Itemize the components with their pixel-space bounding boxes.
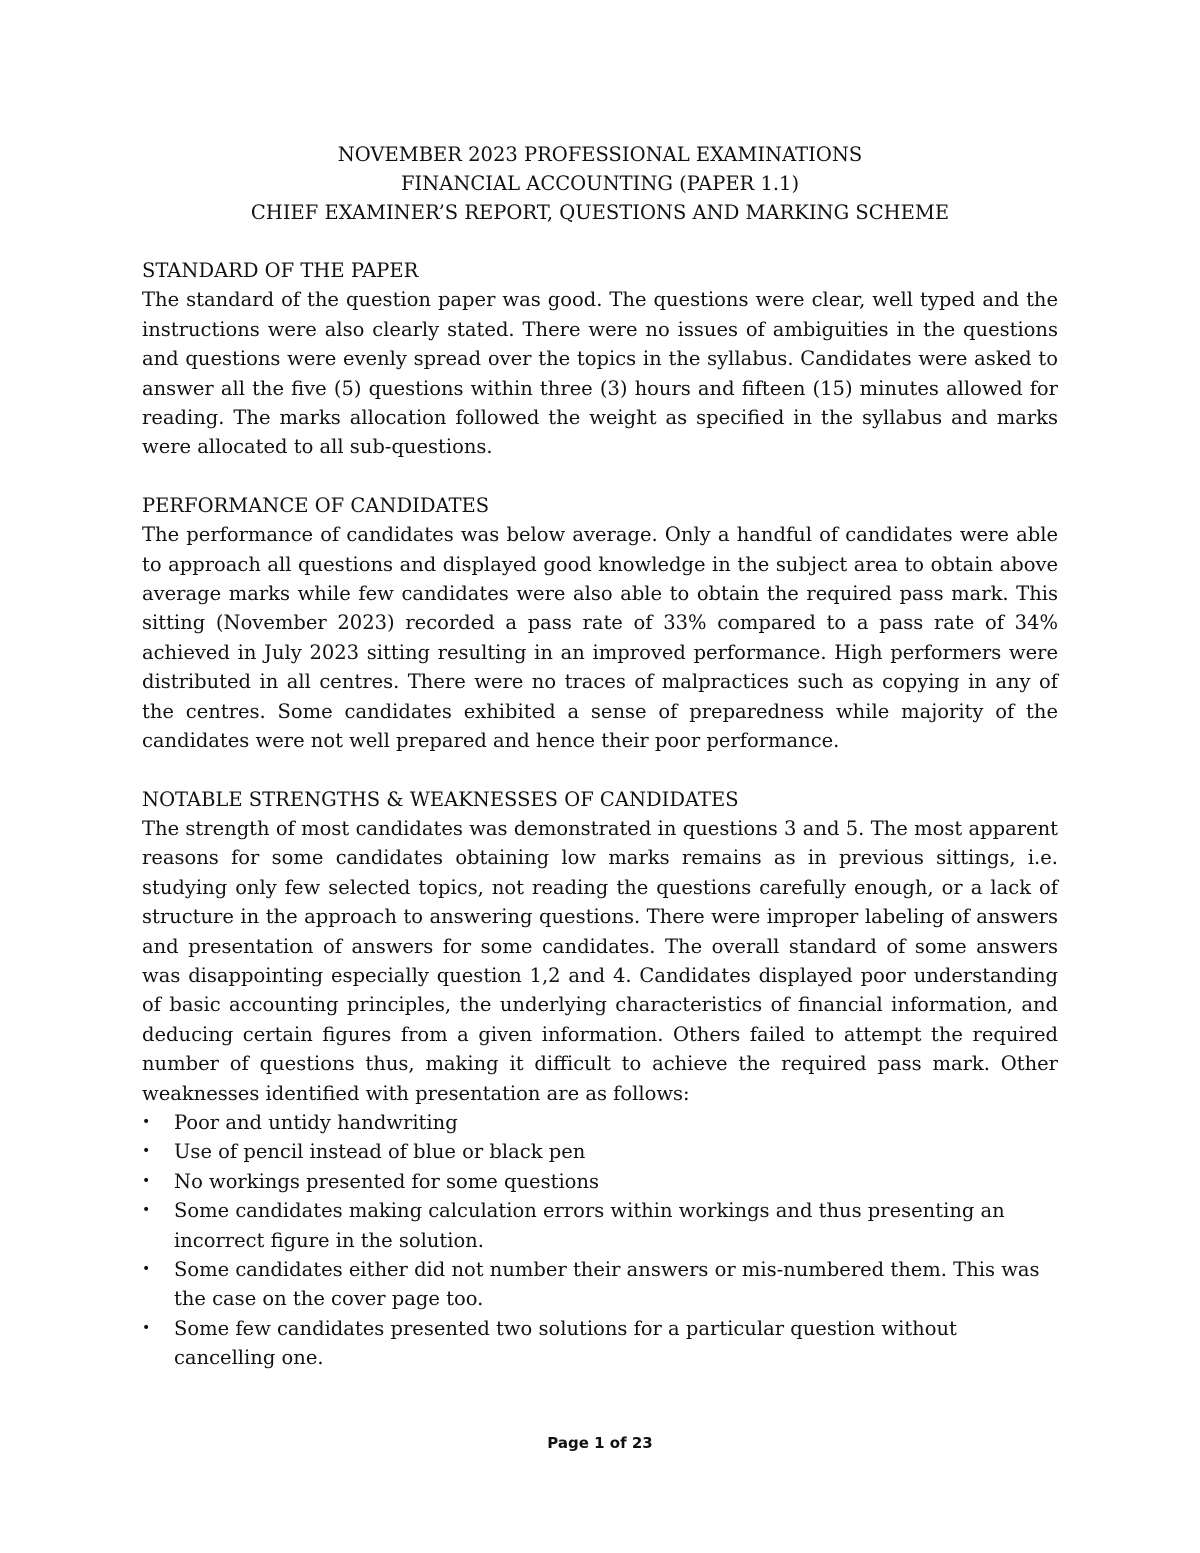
bullet-icon: • <box>142 1113 151 1130</box>
document-page <box>142 140 1058 1393</box>
bullet-icon: • <box>142 1143 151 1160</box>
list-item-text: No workings presented for some questions <box>174 1169 599 1193</box>
list-item <box>142 1167 1058 1196</box>
list-item <box>142 1137 1058 1166</box>
list-item-text: Some candidates either did not number their answers or mis-numbered them. This was the case on the cover page too. <box>174 1258 1040 1311</box>
section-body: The standard of the question paper was good. The questions were clear, well typed and the instructions were also clearly stated. There were no issues of ambiguities in the questions and questions were evenly spread over the topics in the syllabus. Candidates were asked to answer all the five (5) questions within three (3) hours and fifteen (15) minutes allowed for reading. The marks allocation followed the weight as specified in the syllabus and marks were allocated to all sub-questions. <box>142 288 1058 459</box>
list-item-text: Use of pencil instead of blue or black pen <box>174 1140 586 1164</box>
list-item <box>142 1255 1058 1314</box>
section-heading: NOTABLE STRENGTHS & WEAKNESSES OF CANDIDATES <box>142 787 739 811</box>
section-heading: PERFORMANCE OF CANDIDATES <box>142 493 490 517</box>
bullet-icon: • <box>142 1261 151 1277</box>
section-standard-of-paper <box>142 256 1058 462</box>
page-number: Page 1 of 23 <box>547 1434 653 1452</box>
list-item <box>142 1314 1058 1373</box>
section-body: The strength of most candidates was demonstrated in questions 3 and 5. The most apparent reasons for some candidates obtaining low marks remains as in previous sittings, i.e. studying only few selected topics, not reading the questions carefully enough, or a lack of structure in the approach to answering questions. There were improper labeling of answers and presentation of answers for some candidates. The overall standard of some answers was disappointing especially question 1,2 and 4. Candidates displayed poor understanding of basic accounting principles, the underlying characteristics of financial information, and deducing certain figures from a given information. Others failed to attempt the required number of questions thus, making it difficult to achieve the required pass mark. Other weaknesses identified with presentation are as follows: <box>142 816 1058 1105</box>
bullet-icon: • <box>142 1172 151 1189</box>
section-performance <box>142 491 1058 756</box>
list-item <box>142 1108 1058 1137</box>
document-title <box>142 140 1058 227</box>
list-item <box>142 1196 1058 1255</box>
list-item-text: Poor and untidy handwriting <box>174 1110 458 1134</box>
title-line-3: CHIEF EXAMINER’S REPORT, QUESTIONS AND MARKING SCHEME <box>250 201 950 224</box>
section-body: The performance of candidates was below average. Only a handful of candidates were able to approach all questions and displayed good knowledge in the subject area to obtain above average marks while few candidates were also able to obtain the required pass mark. This sitting (November 2023) recorded a pass rate of 33% compared to a pass rate of 34% achieved in July 2023 sitting resulting in an improved performance. High performers were distributed in all centres. There were no traces of malpractices such as copying in any of the centres. Some candidates exhibited a sense of preparedness while majority of the candidates were not well prepared and hence their poor performance. <box>142 523 1058 753</box>
bullet-icon: • <box>142 1202 151 1219</box>
section-strengths-weaknesses <box>142 785 1058 1373</box>
title-line-2: FINANCIAL ACCOUNTING (PAPER 1.1) <box>400 172 800 195</box>
bullet-icon: • <box>142 1319 151 1336</box>
title-line-1: NOVEMBER 2023 PROFESSIONAL EXAMINATIONS <box>337 143 863 166</box>
list-item-text: Some few candidates presented two solutions for a particular question without cancelling one. <box>174 1316 957 1370</box>
weakness-list <box>142 1108 1058 1373</box>
section-heading: STANDARD OF THE PAPER <box>142 259 419 282</box>
list-item-text: Some candidates making calculation errors within workings and thus presenting an incorrect figure in the solution. <box>174 1199 1005 1252</box>
